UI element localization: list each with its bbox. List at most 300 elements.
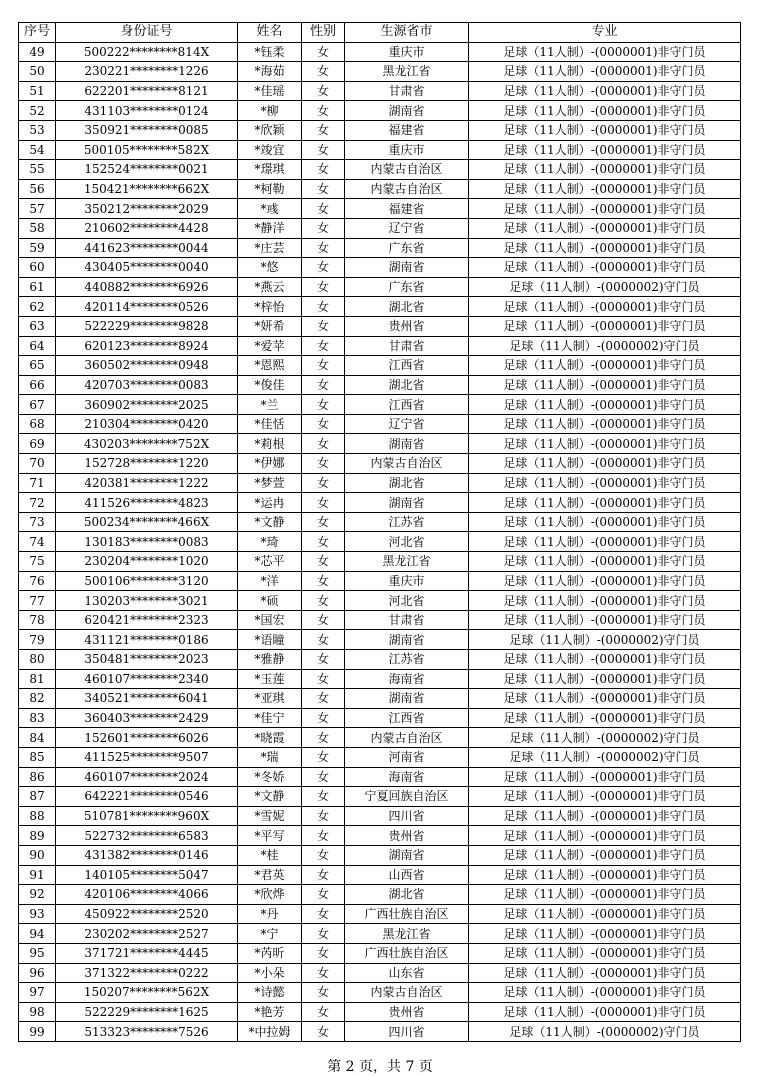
cell-gender: 女 [302, 512, 345, 532]
cell-seq: 79 [19, 630, 56, 650]
header-id-number: 身份证号 [56, 23, 238, 43]
cell-seq: 76 [19, 571, 56, 591]
cell-name: *兰 [238, 395, 302, 415]
cell-name: *璟琪 [238, 160, 302, 180]
table-row [19, 1022, 741, 1042]
table-row [19, 806, 741, 826]
table-row [19, 395, 741, 415]
cell-gender: 女 [302, 434, 345, 454]
cell-name: *雅静 [238, 650, 302, 670]
cell-major: 足球（11人制）-(0000001)非守门员 [469, 650, 741, 670]
cell-origin-province: 广东省 [345, 277, 469, 297]
table-row [19, 160, 741, 180]
cell-origin-province: 江苏省 [345, 512, 469, 532]
cell-origin-province: 江西省 [345, 395, 469, 415]
cell-origin-province: 广西壮族自治区 [345, 943, 469, 963]
cell-name: *君英 [238, 865, 302, 885]
cell-origin-province: 湖北省 [345, 885, 469, 905]
cell-seq: 99 [19, 1022, 56, 1042]
cell-id-number: 230221********1226 [56, 62, 238, 82]
table-row [19, 473, 741, 493]
cell-seq: 57 [19, 199, 56, 219]
table-row [19, 845, 741, 865]
table-row [19, 552, 741, 572]
cell-id-number: 411526********4823 [56, 493, 238, 513]
cell-major: 足球（11人制）-(0000001)非守门员 [469, 160, 741, 180]
cell-id-number: 150207********562X [56, 983, 238, 1003]
cell-seq: 77 [19, 591, 56, 611]
cell-gender: 女 [302, 650, 345, 670]
cell-major: 足球（11人制）-(0000001)非守门员 [469, 62, 741, 82]
header-major: 专业 [469, 23, 741, 43]
cell-gender: 女 [302, 630, 345, 650]
cell-gender: 女 [302, 238, 345, 258]
table-row [19, 630, 741, 650]
cell-name: *欣颖 [238, 120, 302, 140]
cell-origin-province: 江西省 [345, 708, 469, 728]
cell-origin-province: 黑龙江省 [345, 62, 469, 82]
cell-gender: 女 [302, 140, 345, 160]
table-row [19, 356, 741, 376]
table-row [19, 943, 741, 963]
cell-name: *俊佳 [238, 375, 302, 395]
cell-origin-province: 甘肃省 [345, 610, 469, 630]
table-row [19, 297, 741, 317]
cell-major: 足球（11人制）-(0000001)非守门员 [469, 571, 741, 591]
table-row [19, 610, 741, 630]
cell-origin-province: 黑龙江省 [345, 552, 469, 572]
cell-origin-province: 海南省 [345, 669, 469, 689]
cell-origin-province: 贵州省 [345, 1002, 469, 1022]
cell-id-number: 440882********6926 [56, 277, 238, 297]
cell-id-number: 500105********582X [56, 140, 238, 160]
cell-origin-province: 海南省 [345, 767, 469, 787]
cell-gender: 女 [302, 767, 345, 787]
cell-name: *妍希 [238, 316, 302, 336]
table-row [19, 218, 741, 238]
cell-name: *欣烨 [238, 885, 302, 905]
cell-major: 足球（11人制）-(0000001)非守门员 [469, 395, 741, 415]
table-row [19, 747, 741, 767]
cell-gender: 女 [302, 865, 345, 885]
cell-origin-province: 甘肃省 [345, 81, 469, 101]
cell-name: *海茹 [238, 62, 302, 82]
table-row [19, 454, 741, 474]
cell-origin-province: 湖北省 [345, 375, 469, 395]
cell-id-number: 420106********4066 [56, 885, 238, 905]
cell-seq: 56 [19, 179, 56, 199]
cell-name: *诗懿 [238, 983, 302, 1003]
cell-gender: 女 [302, 924, 345, 944]
table-row [19, 493, 741, 513]
cell-id-number: 371322********0222 [56, 963, 238, 983]
cell-major: 足球（11人制）-(0000001)非守门员 [469, 414, 741, 434]
cell-seq: 58 [19, 218, 56, 238]
cell-major: 足球（11人制）-(0000001)非守门员 [469, 199, 741, 219]
table-row [19, 571, 741, 591]
cell-origin-province: 内蒙古自治区 [345, 179, 469, 199]
cell-name: *文静 [238, 512, 302, 532]
cell-seq: 54 [19, 140, 56, 160]
cell-origin-province: 湖南省 [345, 493, 469, 513]
cell-gender: 女 [302, 983, 345, 1003]
cell-origin-province: 湖北省 [345, 473, 469, 493]
cell-name: *静洋 [238, 218, 302, 238]
cell-origin-province: 湖北省 [345, 297, 469, 317]
cell-major: 足球（11人制）-(0000001)非守门员 [469, 454, 741, 474]
table-row [19, 277, 741, 297]
cell-gender: 女 [302, 316, 345, 336]
cell-gender: 女 [302, 943, 345, 963]
cell-id-number: 130203********3021 [56, 591, 238, 611]
cell-id-number: 210304********0420 [56, 414, 238, 434]
table-row [19, 1002, 741, 1022]
cell-major: 足球（11人制）-(0000001)非守门员 [469, 1002, 741, 1022]
cell-id-number: 620123********8924 [56, 336, 238, 356]
cell-gender: 女 [302, 101, 345, 121]
cell-origin-province: 四川省 [345, 1022, 469, 1042]
cell-seq: 66 [19, 375, 56, 395]
cell-id-number: 152601********6026 [56, 728, 238, 748]
table-row [19, 689, 741, 709]
cell-major: 足球（11人制）-(0000002)守门员 [469, 728, 741, 748]
table-row [19, 904, 741, 924]
cell-gender: 女 [302, 669, 345, 689]
cell-id-number: 230204********1020 [56, 552, 238, 572]
cell-major: 足球（11人制）-(0000001)非守门员 [469, 767, 741, 787]
cell-id-number: 522229********9828 [56, 316, 238, 336]
table-row [19, 669, 741, 689]
cell-major: 足球（11人制）-(0000001)非守门员 [469, 669, 741, 689]
cell-seq: 82 [19, 689, 56, 709]
table-row [19, 826, 741, 846]
cell-gender: 女 [302, 473, 345, 493]
cell-gender: 女 [302, 689, 345, 709]
cell-name: *瑞 [238, 747, 302, 767]
cell-origin-province: 重庆市 [345, 571, 469, 591]
cell-gender: 女 [302, 1022, 345, 1042]
cell-origin-province: 重庆市 [345, 42, 469, 62]
table-row [19, 414, 741, 434]
cell-seq: 94 [19, 924, 56, 944]
cell-seq: 64 [19, 336, 56, 356]
cell-name: *莉根 [238, 434, 302, 454]
cell-name: *小朵 [238, 963, 302, 983]
student-roster-table [18, 22, 741, 1042]
cell-id-number: 513323********7526 [56, 1022, 238, 1042]
cell-major: 足球（11人制）-(0000001)非守门员 [469, 806, 741, 826]
cell-seq: 89 [19, 826, 56, 846]
cell-name: *国宏 [238, 610, 302, 630]
cell-gender: 女 [302, 1002, 345, 1022]
cell-name: *运冉 [238, 493, 302, 513]
cell-origin-province: 福建省 [345, 199, 469, 219]
cell-major: 足球（11人制）-(0000002)守门员 [469, 747, 741, 767]
cell-gender: 女 [302, 885, 345, 905]
cell-seq: 71 [19, 473, 56, 493]
cell-id-number: 460107********2024 [56, 767, 238, 787]
cell-gender: 女 [302, 904, 345, 924]
table-row [19, 258, 741, 278]
cell-major: 足球（11人制）-(0000001)非守门员 [469, 356, 741, 376]
cell-major: 足球（11人制）-(0000001)非守门员 [469, 258, 741, 278]
cell-name: *文静 [238, 787, 302, 807]
table-row [19, 62, 741, 82]
table-row [19, 179, 741, 199]
cell-major: 足球（11人制）-(0000001)非守门员 [469, 885, 741, 905]
cell-major: 足球（11人制）-(0000002)守门员 [469, 336, 741, 356]
cell-name: *柯勒 [238, 179, 302, 199]
cell-seq: 74 [19, 532, 56, 552]
cell-id-number: 350212********2029 [56, 199, 238, 219]
cell-id-number: 140105********5047 [56, 865, 238, 885]
table-row [19, 42, 741, 62]
table-row [19, 532, 741, 552]
cell-origin-province: 辽宁省 [345, 218, 469, 238]
cell-gender: 女 [302, 199, 345, 219]
cell-major: 足球（11人制）-(0000001)非守门员 [469, 375, 741, 395]
cell-major: 足球（11人制）-(0000001)非守门员 [469, 904, 741, 924]
cell-name: *晓霞 [238, 728, 302, 748]
table-row [19, 512, 741, 532]
cell-origin-province: 贵州省 [345, 826, 469, 846]
cell-gender: 女 [302, 81, 345, 101]
cell-id-number: 360902********2025 [56, 395, 238, 415]
cell-id-number: 431382********0146 [56, 845, 238, 865]
cell-seq: 86 [19, 767, 56, 787]
cell-seq: 51 [19, 81, 56, 101]
cell-name: *柳 [238, 101, 302, 121]
cell-name: *彧 [238, 199, 302, 219]
cell-origin-province: 湖南省 [345, 630, 469, 650]
cell-origin-province: 山西省 [345, 865, 469, 885]
cell-origin-province: 广东省 [345, 238, 469, 258]
table-row [19, 708, 741, 728]
cell-gender: 女 [302, 277, 345, 297]
cell-origin-province: 广西壮族自治区 [345, 904, 469, 924]
cell-gender: 女 [302, 218, 345, 238]
cell-id-number: 420381********1222 [56, 473, 238, 493]
cell-id-number: 150421********662X [56, 179, 238, 199]
table-row [19, 101, 741, 121]
cell-major: 足球（11人制）-(0000001)非守门员 [469, 983, 741, 1003]
cell-name: *佳恬 [238, 414, 302, 434]
cell-name: *梓怡 [238, 297, 302, 317]
cell-origin-province: 江苏省 [345, 650, 469, 670]
table-header-row [19, 23, 741, 43]
cell-id-number: 371721********4445 [56, 943, 238, 963]
cell-origin-province: 辽宁省 [345, 414, 469, 434]
cell-seq: 68 [19, 414, 56, 434]
cell-id-number: 620421********2323 [56, 610, 238, 630]
cell-origin-province: 河北省 [345, 591, 469, 611]
cell-seq: 93 [19, 904, 56, 924]
cell-major: 足球（11人制）-(0000001)非守门员 [469, 81, 741, 101]
cell-gender: 女 [302, 806, 345, 826]
cell-seq: 65 [19, 356, 56, 376]
cell-name: *雪妮 [238, 806, 302, 826]
table-row [19, 336, 741, 356]
cell-seq: 91 [19, 865, 56, 885]
cell-gender: 女 [302, 591, 345, 611]
cell-seq: 80 [19, 650, 56, 670]
cell-seq: 96 [19, 963, 56, 983]
cell-seq: 83 [19, 708, 56, 728]
cell-name: *冬娇 [238, 767, 302, 787]
cell-major: 足球（11人制）-(0000001)非守门员 [469, 297, 741, 317]
cell-seq: 78 [19, 610, 56, 630]
table-row [19, 963, 741, 983]
table-row [19, 885, 741, 905]
cell-gender: 女 [302, 963, 345, 983]
cell-id-number: 230202********2527 [56, 924, 238, 944]
table-row [19, 316, 741, 336]
cell-id-number: 500222********814X [56, 42, 238, 62]
cell-seq: 70 [19, 454, 56, 474]
cell-name: *丹 [238, 904, 302, 924]
cell-gender: 女 [302, 179, 345, 199]
cell-major: 足球（11人制）-(0000002)守门员 [469, 630, 741, 650]
cell-name: *中拉姆 [238, 1022, 302, 1042]
table-row [19, 924, 741, 944]
cell-name: *艳芳 [238, 1002, 302, 1022]
cell-gender: 女 [302, 120, 345, 140]
cell-gender: 女 [302, 532, 345, 552]
cell-id-number: 430203********752X [56, 434, 238, 454]
cell-id-number: 500234********466X [56, 512, 238, 532]
cell-seq: 49 [19, 42, 56, 62]
cell-origin-province: 重庆市 [345, 140, 469, 160]
cell-origin-province: 山东省 [345, 963, 469, 983]
cell-origin-province: 四川省 [345, 806, 469, 826]
cell-major: 足球（11人制）-(0000001)非守门员 [469, 845, 741, 865]
cell-origin-province: 内蒙古自治区 [345, 160, 469, 180]
table-row [19, 140, 741, 160]
cell-origin-province: 湖南省 [345, 689, 469, 709]
cell-id-number: 360502********0948 [56, 356, 238, 376]
cell-name: *爱苹 [238, 336, 302, 356]
cell-name: *宁 [238, 924, 302, 944]
cell-name: *伊娜 [238, 454, 302, 474]
cell-seq: 95 [19, 943, 56, 963]
cell-origin-province: 福建省 [345, 120, 469, 140]
cell-id-number: 441623********0044 [56, 238, 238, 258]
cell-gender: 女 [302, 297, 345, 317]
cell-seq: 63 [19, 316, 56, 336]
table-row [19, 199, 741, 219]
cell-seq: 60 [19, 258, 56, 278]
cell-major: 足球（11人制）-(0000001)非守门员 [469, 689, 741, 709]
cell-major: 足球（11人制）-(0000002)守门员 [469, 277, 741, 297]
cell-major: 足球（11人制）-(0000001)非守门员 [469, 238, 741, 258]
cell-seq: 53 [19, 120, 56, 140]
cell-id-number: 460107********2340 [56, 669, 238, 689]
cell-seq: 84 [19, 728, 56, 748]
cell-name: *佳宁 [238, 708, 302, 728]
cell-name: *庄芸 [238, 238, 302, 258]
cell-gender: 女 [302, 571, 345, 591]
cell-id-number: 622201********8121 [56, 81, 238, 101]
table-row [19, 591, 741, 611]
cell-seq: 92 [19, 885, 56, 905]
table-row [19, 787, 741, 807]
cell-name: *竣宜 [238, 140, 302, 160]
cell-gender: 女 [302, 493, 345, 513]
cell-origin-province: 河南省 [345, 747, 469, 767]
cell-origin-province: 河北省 [345, 532, 469, 552]
cell-id-number: 420114********0526 [56, 297, 238, 317]
cell-seq: 75 [19, 552, 56, 572]
cell-origin-province: 湖南省 [345, 845, 469, 865]
cell-origin-province: 甘肃省 [345, 336, 469, 356]
table-row [19, 238, 741, 258]
cell-major: 足球（11人制）-(0000001)非守门员 [469, 552, 741, 572]
cell-seq: 97 [19, 983, 56, 1003]
cell-major: 足球（11人制）-(0000001)非守门员 [469, 218, 741, 238]
cell-seq: 87 [19, 787, 56, 807]
cell-gender: 女 [302, 356, 345, 376]
cell-major: 足球（11人制）-(0000001)非守门员 [469, 924, 741, 944]
cell-major: 足球（11人制）-(0000001)非守门员 [469, 316, 741, 336]
cell-seq: 90 [19, 845, 56, 865]
cell-gender: 女 [302, 160, 345, 180]
cell-id-number: 130183********0083 [56, 532, 238, 552]
cell-seq: 67 [19, 395, 56, 415]
table-row [19, 865, 741, 885]
cell-seq: 85 [19, 747, 56, 767]
cell-gender: 女 [302, 728, 345, 748]
cell-origin-province: 内蒙古自治区 [345, 983, 469, 1003]
cell-major: 足球（11人制）-(0000001)非守门员 [469, 963, 741, 983]
cell-major: 足球（11人制）-(0000001)非守门员 [469, 591, 741, 611]
table-row [19, 81, 741, 101]
cell-gender: 女 [302, 454, 345, 474]
table-row [19, 767, 741, 787]
cell-name: *桂 [238, 845, 302, 865]
cell-major: 足球（11人制）-(0000002)守门员 [469, 1022, 741, 1042]
cell-gender: 女 [302, 42, 345, 62]
cell-origin-province: 宁夏回族自治区 [345, 787, 469, 807]
cell-major: 足球（11人制）-(0000001)非守门员 [469, 179, 741, 199]
header-seq: 序号 [19, 23, 56, 43]
cell-name: *琦 [238, 532, 302, 552]
cell-seq: 50 [19, 62, 56, 82]
cell-major: 足球（11人制）-(0000001)非守门员 [469, 120, 741, 140]
cell-id-number: 431121********0186 [56, 630, 238, 650]
cell-id-number: 152728********1220 [56, 454, 238, 474]
header-gender: 性别 [302, 23, 345, 43]
cell-name: *燕云 [238, 277, 302, 297]
cell-gender: 女 [302, 826, 345, 846]
cell-major: 足球（11人制）-(0000001)非守门员 [469, 434, 741, 454]
cell-major: 足球（11人制）-(0000001)非守门员 [469, 787, 741, 807]
cell-gender: 女 [302, 375, 345, 395]
cell-id-number: 500106********3120 [56, 571, 238, 591]
cell-gender: 女 [302, 845, 345, 865]
cell-origin-province: 内蒙古自治区 [345, 454, 469, 474]
cell-origin-province: 内蒙古自治区 [345, 728, 469, 748]
table-row [19, 983, 741, 1003]
cell-id-number: 510781********960X [56, 806, 238, 826]
cell-gender: 女 [302, 62, 345, 82]
cell-major: 足球（11人制）-(0000001)非守门员 [469, 610, 741, 630]
cell-id-number: 420703********0083 [56, 375, 238, 395]
cell-seq: 69 [19, 434, 56, 454]
cell-name: *亚琪 [238, 689, 302, 709]
cell-name: *恩熙 [238, 356, 302, 376]
cell-id-number: 430405********0040 [56, 258, 238, 278]
header-origin-province: 生源省市 [345, 23, 469, 43]
